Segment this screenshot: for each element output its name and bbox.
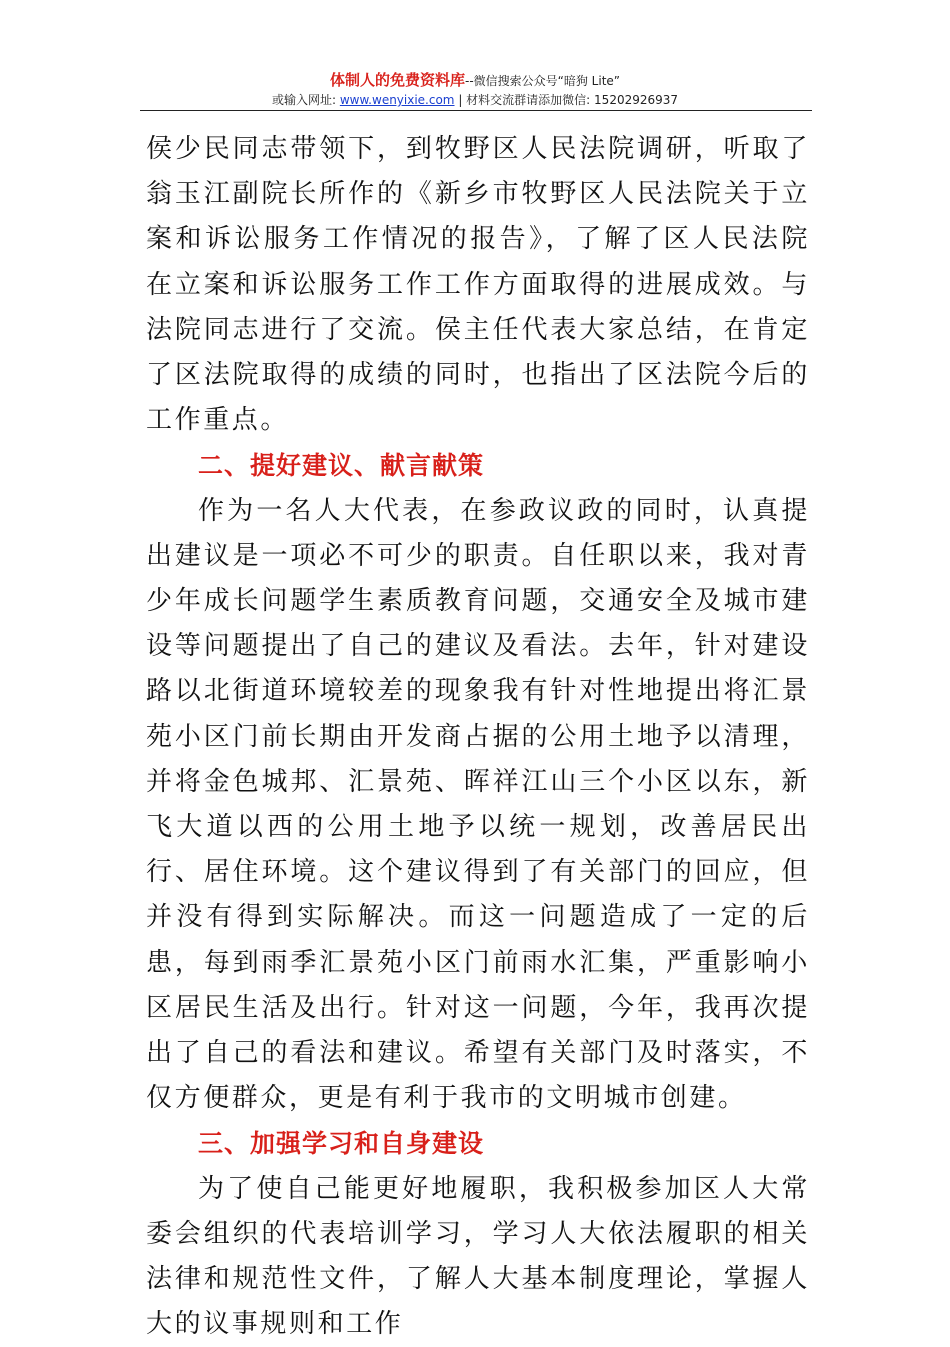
- header-wechat-hint: --微信搜索公众号“暗狗 Lite”: [464, 74, 621, 88]
- header-contact: | 材料交流群请添加微信: 15202926937: [458, 93, 679, 107]
- paragraph-section-3: 为了使自己能更好地履职，我积极参加区人大常委会组织的代表培训学习，学习人大依法履职的相关法律和规范性文件，了解人大基本制度理论，掌握人大的议事规则和工作: [146, 1173, 810, 1340]
- header-brand: 体制人的免费资料库: [329, 71, 465, 89]
- header-url-prefix: 或输入网址:: [271, 93, 337, 107]
- document-body: [146, 127, 810, 1347]
- paragraph-continued: 侯少民同志带领下，到牧野区人民法院调研，听取了翁玉江副院长所作的《新乡市牧野区人民法院关于立案和诉讼服务工作情况的报告》，了解了区人民法院在立案和诉讼服务工作工作方面取得的进展成效。与法院同志进行了交流。侯主任代表大家总结，在肯定了区法院取得的成绩的同时，也指出了区法院今后的工作重点。: [146, 134, 810, 436]
- section-heading-2: 二、提好建议、献言献策: [198, 451, 485, 481]
- header-line-1: [140, 70, 810, 91]
- header-line-2: [140, 91, 810, 109]
- page-header: [140, 70, 810, 109]
- header-divider: [140, 110, 812, 111]
- paragraph-section-2: 作为一名人大代表，在参政议政的同时，认真提出建议是一项必不可少的职责。自任职以来，我对青少年成长问题学生素质教育问题，交通安全及城市建设等问题提出了自己的建议及看法。去年，针对建设路以北街道环境较差的现象我有针对性地提出将汇景苑小区门前长期由开发商占据的公用土地予以清理，并将金色城邦、汇景苑、晖祥江山三个小区以东，新飞大道以西的公用土地予以统一规划，改善居民出行、居住环境。这个建议得到了有关部门的回应，但并没有得到实际解决。而这一问题造成了一定的后患，每到雨季汇景苑小区门前雨水汇集，严重影响小区居民生活及出行。针对这一问题，今年，我再次提出了自己的看法和建议。希望有关部门及时落实，不仅方便群众，更是有利于我市的文明城市创建。: [146, 495, 810, 1114]
- section-heading-3: 三、加强学习和自身建设: [198, 1129, 485, 1159]
- header-url-link[interactable]: www.wenyixie.com: [339, 93, 455, 107]
